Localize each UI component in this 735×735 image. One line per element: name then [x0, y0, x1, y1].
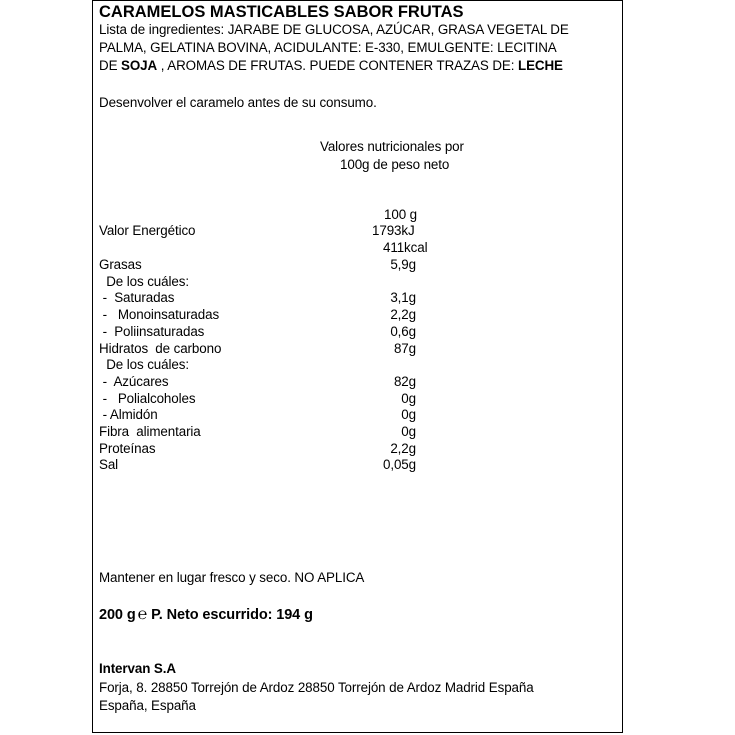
nutrition-row-value: 0,6g: [390, 324, 416, 339]
net-weight: 200 g: [99, 607, 136, 623]
nutrition-row-value: 87g: [393, 341, 416, 356]
estimated-sign-icon: ℮: [137, 606, 148, 623]
nutrition-row-value: 0g: [401, 424, 416, 439]
nutrition-row-value: 82g: [393, 374, 416, 389]
nutrition-row-label: - Monoinsaturadas: [99, 307, 220, 322]
storage-instructions: Mantener en lugar fresco y seco. NO APLICA: [99, 570, 365, 585]
ingredients-text: , AROMAS DE FRUTAS. PUEDE CONTENER TRAZAS DE:: [157, 58, 518, 73]
nutrition-row-label: - Saturadas: [99, 290, 175, 305]
ingredients-line-3: [99, 58, 563, 74]
company-address-line-1: Forja, 8. 28850 Torrejón de Ardoz 28850 Torrejón de Ardoz Madrid España: [99, 680, 534, 695]
nutrition-row-value: 0,05g: [382, 457, 416, 472]
nutrition-row-label: Grasas: [99, 257, 142, 272]
allergen-soja: SOJA: [121, 58, 158, 73]
usage-instructions: Desenvolver el caramelo antes de su consumo.: [99, 95, 377, 110]
ingredients-line-2: PALMA, GELATINA BOVINA, ACIDULANTE: E-330, EMULGENTE: LECITINA: [99, 40, 557, 55]
nutrition-row-value: 2,2g: [390, 307, 416, 322]
nutrition-column-header: 100 g: [384, 207, 418, 222]
nutrition-header-line-1: Valores nutricionales por: [320, 139, 464, 154]
ingredients-line-1: Lista de ingredientes: JARABE DE GLUCOSA, AZÚCAR, GRASA VEGETAL DE: [99, 22, 569, 37]
nutrition-header-line-2: 100g de peso neto: [340, 157, 450, 172]
nutrition-row-label: - Azúcares: [99, 374, 169, 389]
nutrition-row-label: Hidratos de carbono: [99, 341, 222, 356]
nutrition-row-value: 0g: [401, 391, 416, 406]
nutrition-row-label: Fibra alimentaria: [99, 424, 201, 439]
nutrition-row-value: 0g: [401, 407, 416, 422]
energy-kj: 1793kJ: [372, 223, 415, 238]
ingredients-text: DE: [99, 58, 122, 73]
nutrition-row-label: - Poliinsaturadas: [99, 324, 205, 339]
allergen-leche: LECHE: [517, 58, 563, 73]
nutrition-row-value: 3,1g: [390, 290, 416, 305]
energy-label: Valor Energético: [99, 223, 196, 238]
nutrition-row-label: Sal: [99, 457, 119, 472]
company-address-line-2: España, España: [99, 698, 196, 713]
nutrition-row-label: Proteínas: [99, 441, 156, 456]
nutrition-row-label: - Polialcoholes: [99, 391, 196, 406]
company-name: Intervan S.A: [99, 661, 176, 676]
nutrition-row-value: 5,9g: [390, 257, 416, 272]
nutrition-row-label: De los cuáles:: [99, 274, 189, 289]
nutrition-row-value: 2,2g: [390, 441, 416, 456]
nutrition-row-label: De los cuáles:: [99, 357, 189, 372]
drained-weight: P. Neto escurrido: 194 g: [151, 607, 313, 623]
energy-kcal: 411kcal: [383, 240, 428, 255]
weight-line: [99, 606, 313, 624]
product-title: CARAMELOS MASTICABLES SABOR FRUTAS: [99, 3, 464, 21]
nutrition-row-label: - Almidón: [99, 407, 158, 422]
